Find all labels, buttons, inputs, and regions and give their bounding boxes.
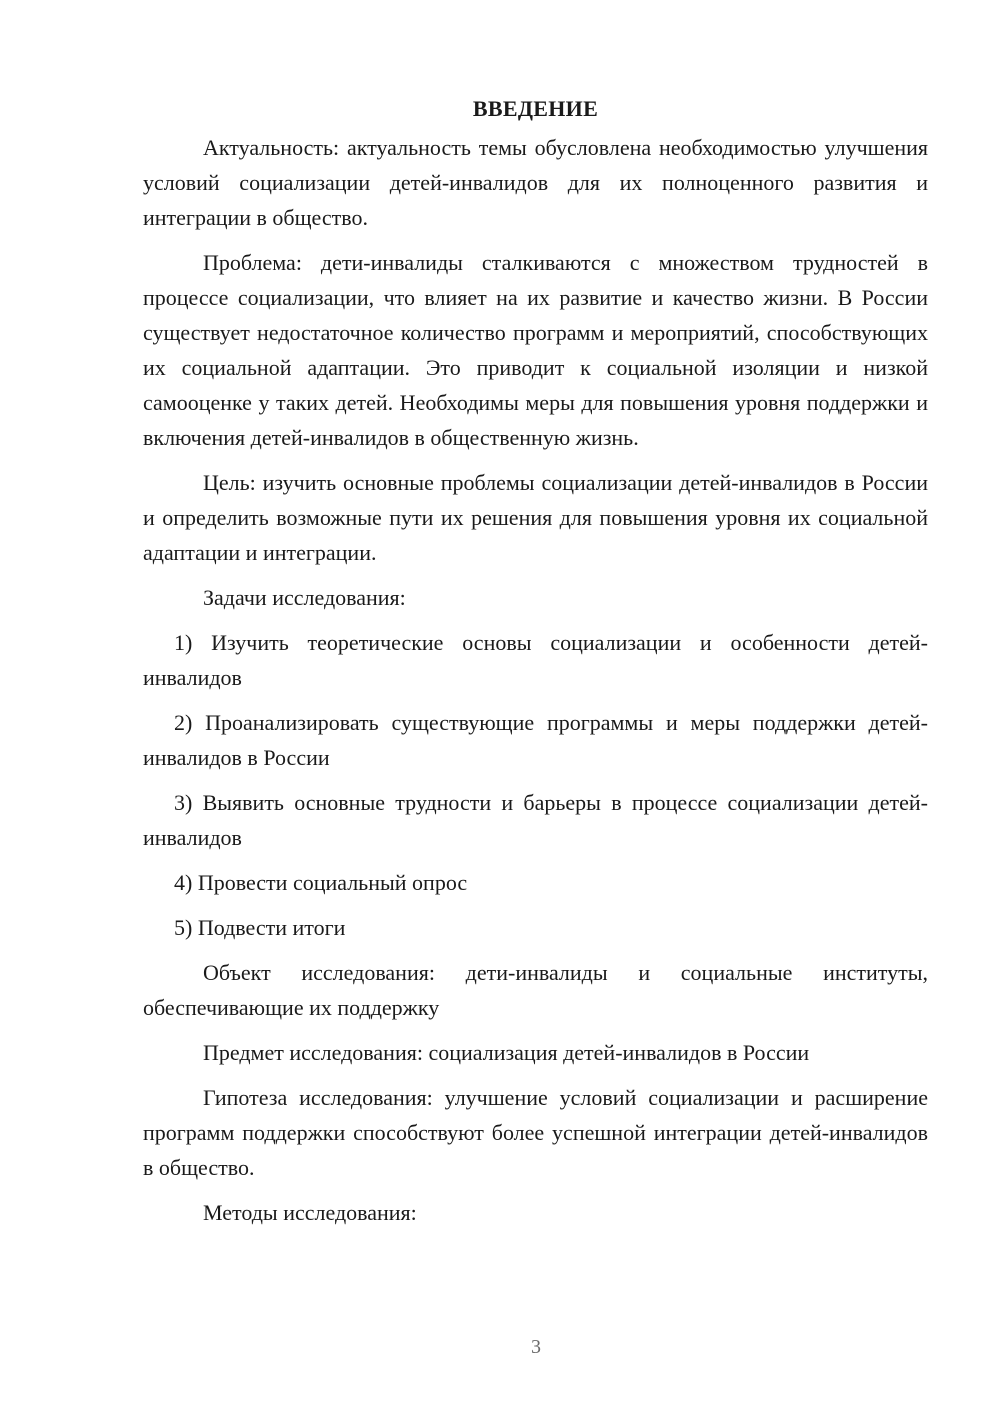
paragraph-hypothesis: Гипотеза исследования: улучшение условий социализации и расширение программ поддержки способствуют более успешной интеграции детей-инвалидов в общество. (143, 1085, 928, 1180)
paragraph-problem: Проблема: дети-инвалиды сталкиваются с множеством трудностей в процессе социализации, что влияет на их развитие и качество жизни. В России существует недостаточное количество программ и мероприятий, способствующих их социальной адаптации. Это приводит к социальной изоляции и низкой самооценке у таких детей. Необходимы меры для повышения уровня поддержки и включения детей-инвалидов в общественную жизнь. (143, 250, 928, 450)
page-number: 3 (531, 1336, 541, 1358)
list-item: 3) Выявить основные трудности и барьеры в процессе социализации детей-инвалидов (143, 790, 928, 850)
tasks-title: Задачи исследования: (203, 585, 406, 610)
methods-title: Методы исследования: (203, 1200, 417, 1225)
page-title: ВВЕДЕНИЕ (472, 96, 599, 121)
list-item: 4) Провести социальный опрос (174, 870, 468, 895)
paragraph-subject: Предмет исследования: социализация детей-инвалидов в России (203, 1040, 810, 1065)
list-item: 2) Проанализировать существующие программы и меры поддержки детей-инвалидов в России (143, 710, 928, 770)
list-item: 5) Подвести итоги (174, 915, 346, 940)
paragraph-relevance: Актуальность: актуальность темы обусловлена необходимостью улучшения условий социализации детей-инвалидов для их полноценного развития и интеграции в общество. (143, 135, 928, 230)
list-item: 1) Изучить теоретические основы социализации и особенности детей-инвалидов (143, 630, 928, 690)
paragraph-goal: Цель: изучить основные проблемы социализации детей-инвалидов в России и определить возможные пути их решения для повышения уровня их социальной адаптации и интеграции. (143, 470, 928, 565)
tasks-list (143, 625, 928, 945)
document-page (143, 94, 928, 1240)
paragraph-object: Объект исследования: дети-инвалиды и социальные институты, обеспечивающие их поддержку (143, 960, 928, 1020)
